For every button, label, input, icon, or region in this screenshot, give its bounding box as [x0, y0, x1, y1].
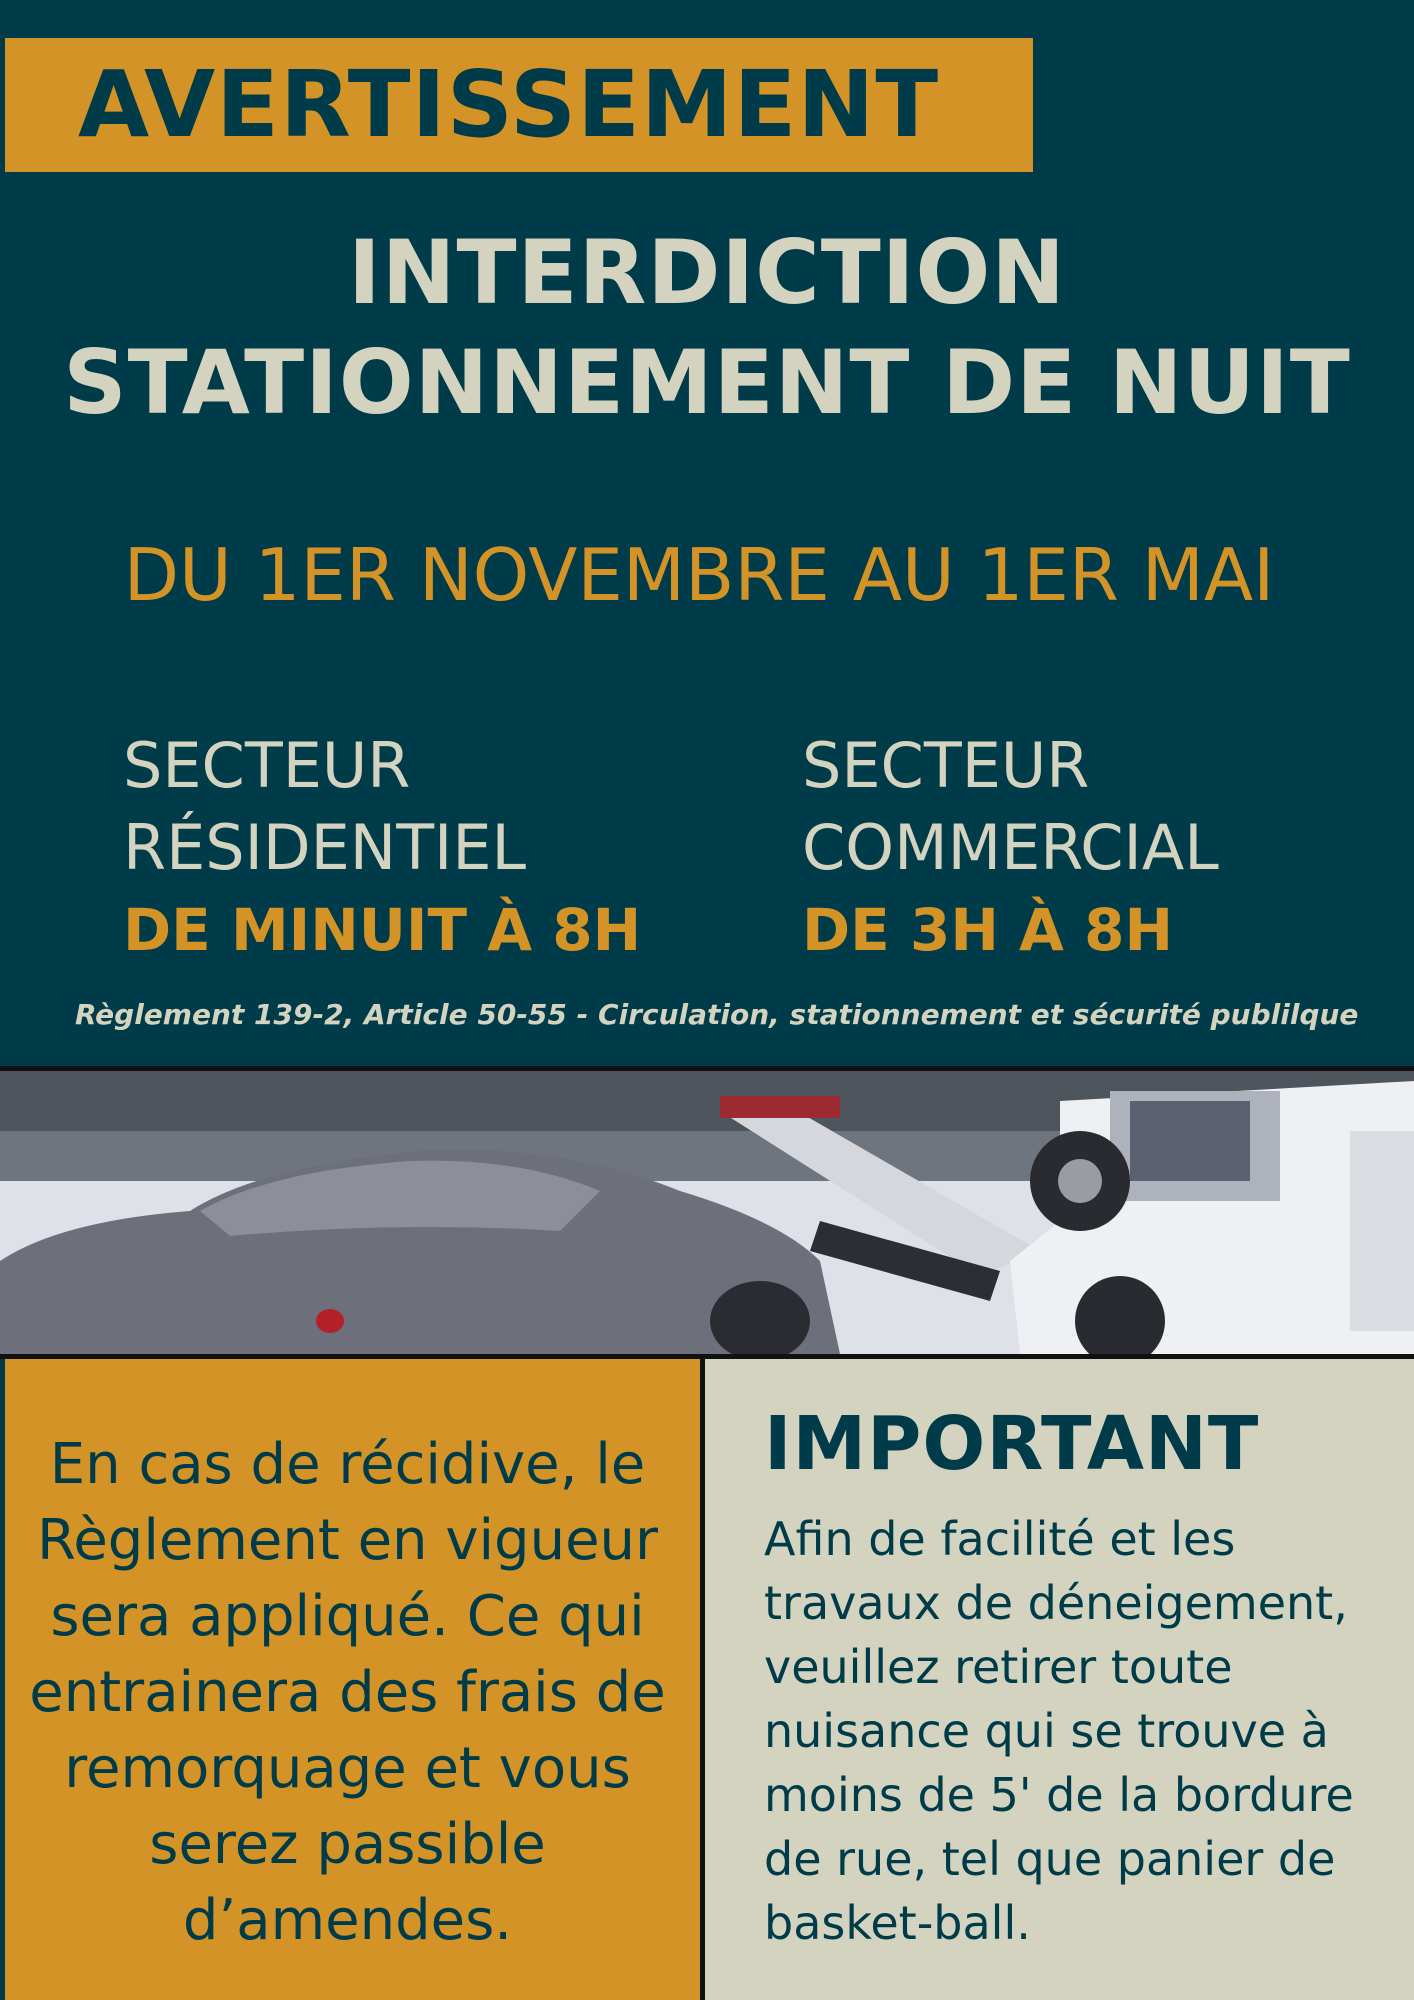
warning-panel: [5, 1359, 700, 2000]
sector-commercial-line-1: SECTEUR: [802, 729, 1090, 802]
photo-illustration: [0, 1071, 1414, 1354]
sector-commercial-line-2: COMMERCIAL: [802, 811, 1219, 884]
sector-residential-hours: DE MINUIT À 8H: [123, 896, 642, 964]
important-panel: [705, 1359, 1414, 2000]
date-range: DU 1ER NOVEMBRE AU 1ER MAI: [123, 533, 1275, 617]
important-title: IMPORTANT: [764, 1401, 1260, 1487]
sector-residential-line-2: RÉSIDENTIEL: [123, 811, 527, 884]
title-line-2: STATIONNEMENT DE NUIT: [63, 331, 1351, 434]
sector-commercial: [802, 725, 1219, 971]
warning-banner: [5, 38, 1033, 172]
recidivism-warning-text: En cas de récidive, le Règlement en vigueur sera appliqué. Ce qui entrainera des frais de remorquage et vous serez passible d’amendes.: [29, 1432, 666, 1953]
sector-residential: [123, 725, 641, 971]
tow-truck-photo: [0, 1071, 1414, 1354]
sector-residential-line-1: SECTEUR: [123, 729, 411, 802]
important-text: Afin de facilité et les travaux de déneigement, veuillez retirer toute nuisance qui se trouve à moins de 5' de la bordure de rue, tel que panier de basket-ball.: [764, 1512, 1354, 1950]
title-line-1: INTERDICTION: [348, 221, 1066, 324]
page-title: [0, 218, 1414, 438]
sector-commercial-hours: DE 3H À 8H: [802, 896, 1174, 964]
regulation-reference: Règlement 139-2, Article 50-55 - Circulation, stationnement et sécurité publilque: [75, 998, 1359, 1031]
banner-label: AVERTISSEMENT: [78, 51, 940, 158]
